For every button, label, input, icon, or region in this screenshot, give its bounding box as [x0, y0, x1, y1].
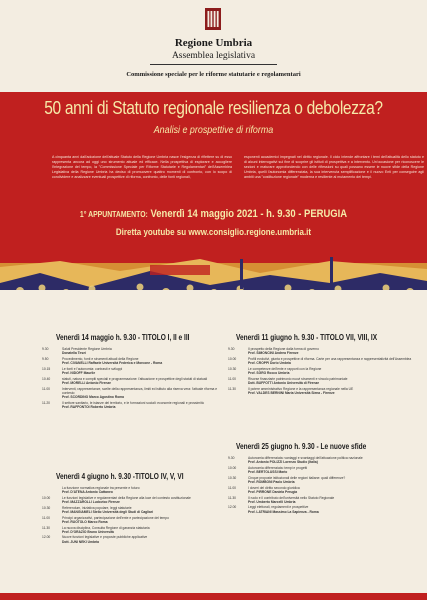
row-time: 11.00	[42, 515, 51, 520]
row-topic: Principi organizzativi, partecipazione dell'ente e partecipazione del tempo	[62, 515, 169, 520]
row-topic: La nuova disciplina, Consulta Regione di garanzia statutaria	[62, 525, 150, 530]
row-topic: Il ruolo e il contributo dell'università nello Statuto Regionale	[248, 495, 335, 500]
program-row	[228, 476, 413, 485]
org-subname: Assemblea legislativa	[171, 51, 256, 61]
row-speaker: Prof. VALDES BERNINI Maria Università Siena - Firenze	[248, 390, 335, 395]
row-speaker: Prof. MORELLI Antonio Firenze	[62, 380, 111, 385]
row-topic: Le fonti e l'autonomia: contrasti e sviluppi	[62, 366, 123, 371]
row-speaker: Prof. MANGIAMELI Stelio Università degli Studi di Cagliari	[62, 510, 154, 515]
program-row	[228, 377, 413, 386]
row-topic: Referendum, iniziativa popolare, leggi statutarie	[62, 505, 132, 510]
program-row	[42, 535, 227, 544]
program-row	[228, 347, 413, 356]
row-time: 12.00	[228, 505, 237, 510]
footer-band	[0, 593, 427, 600]
row-topic: Risorse finanziarie patrimonio nuovi strumenti e vincolo patrimoniale	[248, 376, 348, 381]
row-time: 10.30	[228, 366, 237, 371]
row-time: 11.00	[42, 386, 51, 391]
row-speaker: Prof. Umberto Marcelli Umbria	[248, 499, 296, 504]
session-4-list	[228, 456, 413, 515]
divider	[150, 64, 277, 65]
appointment-date: Venerdì 14 maggio 2021 - h. 9.30 - PERUGIA	[150, 208, 348, 220]
row-topic: Il settore sanitario, le istanze del territorio, e le formazioni sociali: economie regionali e prossimità	[62, 400, 204, 405]
session-2-list	[42, 486, 227, 545]
row-topic: Leggi elettorali, regolamenti e prospettive	[248, 505, 309, 510]
row-topic: Cinque proposte istituzionali delle regioni italiane: quali differenze?	[248, 475, 346, 480]
row-time: 11.00	[228, 376, 237, 381]
row-time: 10.30	[42, 505, 51, 510]
row-time: 9.30	[228, 347, 235, 351]
row-speaker: Prof. LATRIANI Massimo La Sapienza - Roma	[248, 509, 319, 514]
row-speaker: Dott. BUFFOTTI Antonio Università di Firenze	[248, 380, 320, 385]
row-topic: Il prospetto della Regione dalla forma di governo	[248, 347, 319, 351]
program-row	[42, 387, 227, 400]
youtube-link[interactable]: Diretta youtube su www.consiglio.regione.umbria.it	[115, 227, 312, 237]
first-appointment	[30, 208, 397, 220]
row-speaker: Prof. ROMBONI Paolo Umbria	[248, 480, 295, 485]
program-row	[42, 496, 227, 505]
row-time: 11.00	[228, 485, 237, 490]
row-topic: Nuove funzioni legislative e proposte pubbliche applicative	[62, 535, 148, 540]
program-row	[42, 377, 227, 386]
program-row	[228, 387, 413, 396]
program-row	[42, 347, 227, 356]
row-time: 10.15	[42, 366, 51, 371]
row-speaker: Prof. RUOTOLO Marco Roma	[62, 519, 108, 524]
program-row	[42, 401, 227, 410]
row-time: 10.30	[228, 475, 237, 480]
program-row	[228, 357, 413, 366]
row-time: 10.40	[42, 376, 51, 381]
row-topic: Profili evolutivi, giunta e prospettive di riforma. Carte per una rappresentanza e rappresentatività dell'Assemblea	[248, 356, 412, 361]
session-4-heading: Venerdì 25 giugno h. 9.30 - Le nuove sfide	[236, 442, 367, 451]
row-time: 11.20	[42, 400, 51, 405]
row-speaker: Prof. CROPPI Dorio Umbria	[248, 361, 291, 366]
program-row	[228, 367, 413, 376]
appointment-lead: 1° APPUNTAMENTO:	[79, 210, 148, 219]
row-time: 11.30	[228, 495, 237, 500]
row-time: 9.30	[228, 456, 235, 460]
row-speaker: Prof. SGRO Rocco Umbria	[248, 371, 290, 376]
subtitle: Analisi e prospettive di riforma	[153, 124, 274, 136]
row-time: 9.30	[42, 347, 49, 351]
program-row	[42, 367, 227, 376]
session-1-heading: Venerdì 14 maggio h. 9.30 - TITOLO I, II e III	[56, 333, 190, 342]
row-topic: Saluti Presidente Regione Umbria	[62, 347, 112, 351]
row-speaker: Prof. CIVANELLI Raffaele Università Federica e Morcone - Roma	[62, 361, 163, 366]
program-row	[42, 516, 227, 525]
session-2-heading: Venerdì 4 giugno h. 9.30 -TITOLO IV, V, VI	[56, 472, 184, 481]
session-3-heading: Venerdì 11 giugno h. 9.30 - TITOLO VII, VIII, IX	[236, 333, 378, 342]
row-speaker: Prof. D'ORAZIO Bruno Università	[62, 529, 114, 534]
intro-text-left: A cinquanta anni dall'adozione dell'attuale Statuto della Regione Umbria nasce l'esigenza di riflettere su di esso rappresenta ancora ad oggi uno strumento attuale ed efficace. Nella prospettiva di esplorare e accogliere l'integrazione del tempo, la "Commissione Speciale per Riforme Statutarie e Regolamentari" dell'Assemblea Legislativa della Regione Umbria ha deciso di promuovere quattro momenti di confronto, con lo scopo di condividere e analizzare eventuali prospettive di riforma, confronto, delle fonti regionali,	[52, 155, 232, 180]
row-speaker: Dott. JUNI NEKI Umbria	[62, 539, 100, 544]
row-topic: Il potere amministrativo Regione e la rappresentanza regionale nella UE	[248, 386, 354, 391]
row-topic: Interventi, rappresentanze, scelte della rappresentanza, limiti ed istituto alla riserva vera: l'attuale riforma e contesto	[62, 386, 218, 395]
session-1-list	[42, 347, 227, 411]
regione-umbria-logo-icon	[205, 8, 221, 30]
row-speaker: Prof. SCORDINO Marco Agostino Roma	[62, 395, 124, 400]
committee-name: Commissione speciale per le riforme statutarie e regolamentari	[126, 71, 301, 78]
row-speaker: Prof. RAFFONTOI Roberto Umbria	[62, 405, 116, 410]
row-speaker: Prof. SIMONCINI Andrea Firenze	[248, 351, 299, 356]
row-time: 10.00	[228, 356, 237, 361]
header	[0, 0, 427, 95]
row-topic: Procedimento, fonti e strumenti attuali della Regione	[62, 356, 139, 361]
program-row	[42, 526, 227, 535]
row-speaker: Prof. PIRRONE Daniela Perugia	[248, 489, 298, 494]
page-title: 50 anni di Statuto regionale resilienza o debolezza?	[44, 97, 383, 118]
row-speaker: Prof. D'ATENA Antonio Cattaneo	[62, 490, 113, 495]
row-topic: Le funzioni legislative e regolamentari della Regione alla luce del contesto costituzionale	[62, 495, 191, 500]
program-row	[228, 486, 413, 495]
program-row	[228, 496, 413, 505]
row-time: 9.50	[42, 356, 49, 361]
row-time: 11.30	[228, 386, 237, 391]
row-topic: statuti, natura e compiti speciali e programmazione: l'attuazione e prospettive degli statuti di statuali	[62, 376, 208, 381]
row-time: 11.30	[42, 525, 51, 530]
row-speaker: Prof. BERTOLUSSI Mario	[248, 470, 288, 475]
row-time: 10.00	[228, 465, 237, 470]
row-topic: Autonomia differenziata: tempi e progetti	[248, 465, 308, 470]
row-topic: I doveri del diritto secondo giuridica	[248, 485, 300, 490]
row-speaker: Prof. MAZZAROLLI Ludovico Firenze	[62, 500, 120, 505]
row-time: 10.00	[42, 495, 51, 500]
row-speaker: Prof. Antonio POLIZZI Lorenzo Studio (Italia)	[248, 460, 318, 465]
program-row	[42, 506, 227, 515]
row-speaker: Donatella Tesei	[62, 351, 86, 356]
program-row	[228, 466, 413, 475]
row-time: 12.00	[42, 535, 51, 540]
row-topic: Le competenze dell'ente e rapporti con la Regione	[248, 366, 322, 371]
session-3-list	[228, 347, 413, 396]
row-speaker: Prof. NIDOFF Maurile	[62, 371, 96, 376]
program-row	[228, 505, 413, 514]
org-name: Regione Umbria	[174, 37, 253, 49]
program-row	[42, 486, 227, 495]
program-row	[42, 357, 227, 366]
program-row	[228, 456, 413, 465]
row-topic: La funzione normativa regionale tra presente e futuro	[62, 486, 140, 490]
row-topic: Autonomia differenziata: vantaggi e svantaggi dell'attuazione politica nazionale	[248, 456, 363, 460]
intro-text-right: esponenti accademici impegnati nel diritto regionale. Il ciclo intende affrontare i temi dell'attualità dello statuto e di alcuni interrogativi sul fine di scoprire gli istituti di prospettiva e a intervento. Un'occasione per riconoscere le sezioni e maturare approfondendo con delle riflessioni su quali possano essere le nuove sfide della Regione Umbria, quelli l'autonomia differenziata, la sua intervenuta semplificazione e il nuovo Enti per conseguire agli ambiti una "costituzione regionale" moderna e resiliente al mutamento dei tempi.	[244, 155, 424, 180]
